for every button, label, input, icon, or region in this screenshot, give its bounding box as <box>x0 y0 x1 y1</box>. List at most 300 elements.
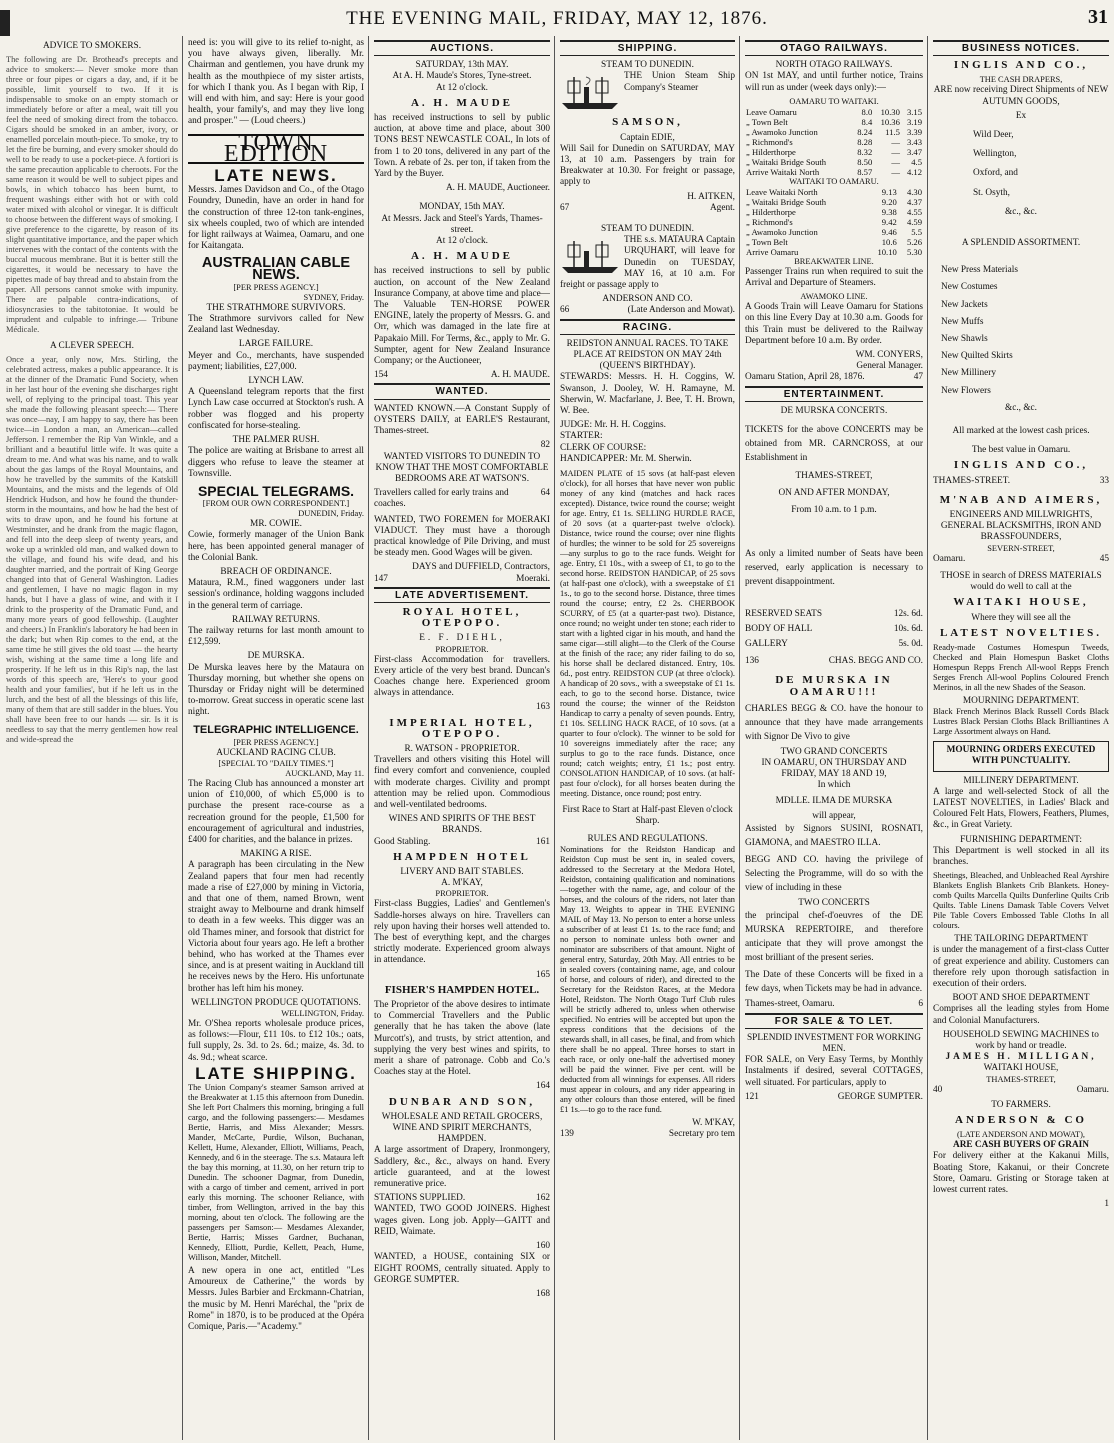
concert-appear: will appear, <box>812 810 856 821</box>
wanted-ad: WANTED, TWO GOOD JOINERS. Highest wages given. Long job. Apply—GAITT and REID, Waimate. <box>374 1204 550 1237</box>
column-rule <box>182 36 183 1440</box>
novelty-item: New Quilted Skirts <box>941 351 1013 362</box>
departure-time: 10.30 <box>880 106 900 117</box>
for-sale-heading: FOR SALE & TO LET. <box>745 1013 923 1029</box>
price-row <box>745 624 923 635</box>
late-news-body: Messrs. James Davidson and Co., of the Otago Foundry, Dunedin, have an order in hand for the construction of three 12-ton tank-engines, six wheels coupled, two of which are intended for light railways at Waimea, Oamaru, and one for Kaitangata. <box>188 185 364 252</box>
boot-body: Comprises all the leading styles from Home and Colonial Manufacturers. <box>933 1004 1109 1026</box>
station-name: Arrive Waitaki North <box>746 166 820 177</box>
ad-number: 160 <box>536 1241 550 1252</box>
shipping-heading: SHIPPING. <box>560 40 735 56</box>
etc-line: &c., &c. <box>1004 206 1037 217</box>
station-name: „ Waitaki Bridge South <box>746 156 827 167</box>
agency-note: [PER PRESS AGENCY.] <box>233 737 319 747</box>
concert-count: TWO GRAND CONCERTS <box>780 746 888 757</box>
departure-time: 5.26 <box>906 236 922 247</box>
departure-time: — <box>891 156 900 167</box>
milligan-name: JAMES H. MILLIGAN, <box>945 1052 1097 1063</box>
departure-time: 5.30 <box>906 246 922 257</box>
opera-note: A new opera in one act, entitled "Les Amoureux de Catherine," the words by Messrs. Jules Barbier and Erckmann-Chatrian, the music by M. Henri Maréchal, the "prix de Rome" in 1870, is to be produced at the Opéra Comique, Paris.—"Academy." <box>188 1266 364 1333</box>
ad-number: 139 <box>560 1128 574 1139</box>
first-race-note: First Race to Start at Half-past Eleven o'clock Sharp. <box>562 805 733 827</box>
hotel-owner: E. F. DIEHL, <box>419 633 505 644</box>
station-name: Leave Oamaru <box>746 106 797 117</box>
page-number: 31 <box>1088 6 1108 28</box>
news-heading: WELLINGTON PRODUCE QUOTATIONS. <box>191 997 361 1008</box>
ship-list-item: St. Osyth, <box>973 187 1010 198</box>
dateline: DUNEDIN, Friday. <box>298 509 364 519</box>
concert-body: TICKETS for the above CONCERTS may be obtained from MR. CARNCROSS, at our Establishment in <box>745 425 923 464</box>
departure-time: 9.42 <box>881 216 897 227</box>
ad-number: 33 <box>1099 475 1109 486</box>
waitaki-latest: LATEST NOVELTIES. <box>939 626 1103 639</box>
ad-number: 82 <box>540 440 550 451</box>
farmers-body: For delivery either at the Kakanui Mills, Boating Store, Kakanui, or their Concrete Store, Oamaru. Gristing or Storage taken at lowest current rates. <box>933 1151 1109 1195</box>
auctions-heading: AUCTIONS. <box>374 40 550 56</box>
timetable-row <box>745 187 923 197</box>
departure-time: 8.57 <box>857 166 873 177</box>
sewing-machines: HOUSEHOLD SEWING MACHINES to work by hand or treadle. <box>943 1029 1099 1051</box>
hotel-body: First-class Accommodation for travellers. Every article of the very best brand. Duncan's Coaches change here. Experienced groom always in attendance. <box>374 654 550 699</box>
race-clerk: CLERK OF COURSE: <box>560 442 647 453</box>
merchant-place: HAMPDEN. <box>437 1134 487 1145</box>
station-name: „ Awamoko Junction <box>746 226 818 237</box>
departure-time: 10.10 <box>877 246 897 257</box>
departure-time: 3.43 <box>906 136 922 147</box>
milligan-place: Oamaru. <box>1076 1084 1109 1095</box>
station-name: „ Town Belt <box>746 236 788 247</box>
business-notices-heading: BUSINESS NOTICES. <box>933 40 1109 56</box>
timetable-row <box>745 207 923 217</box>
concert-hours: From 10 a.m. to 1 p.m. <box>791 505 877 516</box>
ad-number: 147 <box>374 573 388 584</box>
firm-name: INGLIS AND CO., <box>953 59 1089 72</box>
shipping-body: THE s.s. MATAURA Captain URQUHART, will leave for Dunedin on TUESDAY, MAY 16, at 10 a.m. For freight or passage apply to <box>560 235 735 291</box>
race-stewards: STEWARDS: Messrs. H. H. Coggins, W. Swanson, J. Dooley, W. H. Ramayne, M. Sherwin, W. Macfarlane, J. Bee, T. H. Brown, W. Bee. <box>560 372 735 417</box>
wanted-ad: WANTED KNOWN.—A Constant Supply of OYSTERS DAILY, at EARLE'S Restaurant, Thames-street. <box>374 403 550 437</box>
hotel-proprietor: PROPRIETOR. <box>435 644 489 654</box>
novelty-item: New Jackets <box>941 299 988 310</box>
furnishing-list: Sheetings, Bleached, and Unbleached Real Ayrshire Blankets English Blankets Crib Blankets. Honey-comb Quilts Marcella Quilts Dunferline Quilts Crib Quilts. Table Linens Damask Table Covers Velvet Pile Table Covers Embossed Table Cloths In all colours. <box>933 871 1109 931</box>
hotel-body: First-class Buggies, Ladies' and Gentlemen's Saddle-horses always on hire. Travellers can rely upon having their horses well attended to. The best of everything kept, and the charges strictly moderate. Experienced groom always in attendance. <box>374 899 550 966</box>
news-body: The railway returns for last month amount to £12,599. <box>188 625 364 648</box>
departure-time: — <box>891 166 900 177</box>
novelty-item: New Shawls <box>941 334 988 345</box>
telegraphic-heading: TELEGRAPHIC INTELLIGENCE. <box>193 723 359 736</box>
ship-captain: Captain EDIE, <box>620 132 675 143</box>
firm-street: THAMES-STREET. <box>933 475 1011 486</box>
news-heading: MAKING A RISE. <box>240 849 312 860</box>
mourning-list: Black French Merinos Black Russell Cords Black Lustres Black Persian Cloths Black Brilliantines A Large Assortment always on Hand. <box>933 707 1109 737</box>
news-body: Mataura, R.M., fined waggoners under last session's ordinance, holding waggons included in the general term of carriage. <box>188 578 364 611</box>
concert-signature: CHAS. BEGG AND CO. <box>828 656 923 667</box>
novelty-list <box>933 265 1109 397</box>
novelty-item: New Millinery <box>941 368 996 379</box>
ad-number: 164 <box>536 1081 550 1092</box>
waitaki-intro: THOSE in search of DRESS MATERIALS would do well to call at the <box>940 570 1102 593</box>
late-shipping-body: The Union Company's steamer Samson arrived at the Breakwater at 1.15 this afternoon from Dunedin. She left Port Chalmers this morning, bringing a full cargo, and the following passengers:— Mesdames Bertie, Harris, and Miss Alexander; Messrs. Mander, McCarte, Purdie, Wilson, Buchanan, Kellett, Hume, Alexander, Elliott, Williams, Peach, Kennedy, and 6 in the steerage. The s.s. Mataura left the bay this morning, at 11.30, on her return trip to Dunedin. The schooner Dagmar, from Dunedin, with a cargo of timber and cement, arrived in port early this morning. The schooner Reliance, with timber, from Wellington, arrived in the bay this morning, about ten o'clock. The following are the passengers per Samson:— Mesdames Alexander, Bertie, Harris; Misses Gardner, Buchanan, Kennedy, Elliott, Purdie, Kellett, Peach, Hume, Willison, Mander, Mitchell. <box>188 1083 364 1263</box>
news-heading: THE PALMER RUSH. <box>232 435 320 446</box>
concert-body: the principal chef-d'oeuvres of the DE MURSKA REPERTOIRE, and therefore anticipate that they will prove amongst the most brilliant of the present series. <box>745 911 923 964</box>
auctioneer-name: A. H. MAUDE <box>410 96 514 109</box>
department-heading: THE TAILORING DEPARTMENT <box>954 934 1088 945</box>
departure-time: 9.13 <box>881 186 897 197</box>
ad-number: 45 <box>1099 553 1109 564</box>
line-heading: BREAKWATER LINE. <box>794 256 874 266</box>
timetable-row <box>745 117 923 127</box>
concert-street: THAMES-STREET, <box>795 471 873 482</box>
milligan-house: WAITAKI HOUSE, <box>983 1063 1059 1074</box>
departure-time: 9.20 <box>881 196 897 207</box>
hotel-stabling: Good Stabling. <box>374 836 431 847</box>
race-judge: JUDGE: Mr. H. H. Coggins. <box>560 420 666 431</box>
concert-place: Thames-street, Oamaru. <box>745 999 835 1010</box>
seat-price: 10s. 6d. <box>893 623 923 634</box>
secretary-role: Secretary pro tem <box>668 1128 735 1139</box>
race-programme: MAIDEN PLATE of 15 sovs (at half-past eleven o'clock), for all horses that have never won public money of any kind (matches and hack races excepted). Distance, twice round the course; weight for age. Entry, £1 1s. SELLING HURDLE RACE, of 20 sovs (at a quarter-past twelve o'clock). Distance, twice round the course; over nine flights of hurdles; the winner to be sold for 25 sovereigns—any surplus to go to the race funds. Weight for age. Entry, £1 10s., with a sweep of £1, to go to the second horse. REIDSTON HANDICAP, of 25 sovs (at half-past one o'clock), with a sweepstake of £1 1s., to go to the second horse. Distance, three times round the course; entry, £2 2s. CHERBOOK SCURRY, of £5 (at a quarter-past two). Distance, once round; no weight under ten stone; each rider to start with a lighted cigar in his mouth, and hand the same cigar—still alight—to the Clerk of the Course at the finish of the race; any rider failing to do so, his horse shall be declared distanced. Entry, 10s. 6d., post entry. REIDSTON CUP (at three o'clock). A handicap of 20 sovs., with a sweepstake of £1 1s. each, to go to the second horse. Distance, twice round the course; the winner of the Reidston Handicap to carry a penalty of seven pounds. Entry, £1 10s. SELLING HACK RACE, of 10 sovs. (at a quarter to four o'clock). The winner to be sold for 10 sovereigns immediately after the race; any surplus to go to the race funds. Distance, once round; catch weights; entry, £1 1s.; post entry. CONSOLATION HANDICAP, of 10 sovs. (at half-past four o'clock), for all horses beaten during the meeting. Distance, once round; post entry. <box>560 469 735 799</box>
for-sale-signature: GEORGE SUMPTER. <box>837 1091 923 1102</box>
hotel-name: IMPERIAL HOTEL, OTEPOPO. <box>389 716 535 740</box>
seat-price: 12s. 6d. <box>893 608 923 619</box>
shipping-agent-role: Agent. <box>709 202 735 213</box>
news-body: The Strathmore survivors called for New Zealand last Wednesday. <box>188 314 364 336</box>
news-body: A Queensland telegram reports that the first Lynch Law case occurred at Stockton's rush. A robber was flogged and his property confiscated for horse-stealing. <box>188 387 364 431</box>
departure-time: 3.47 <box>906 146 922 157</box>
news-heading: LARGE FAILURE. <box>238 339 314 350</box>
timetable-row <box>745 237 923 247</box>
ticket-prices <box>745 609 923 651</box>
ad-number: 121 <box>745 1091 759 1102</box>
manager-role: General Manager. <box>856 361 923 372</box>
hotel-name: FISHER'S HAMPDEN HOTEL. <box>384 983 540 996</box>
station-name: „ Hilderthorpe <box>746 206 796 217</box>
farmers-heading: TO FARMERS. <box>991 1099 1051 1110</box>
timetable-row <box>745 247 923 257</box>
station-name: „ Hilderthorpe <box>746 146 796 157</box>
auction-date: SATURDAY, 13th MAY. <box>415 60 509 71</box>
news-heading: DE MURSKA. <box>247 651 305 662</box>
etc-line: &c., &c. <box>1004 402 1037 413</box>
wanted-sub: Travellers called for early trains and coaches. <box>374 488 509 510</box>
timetable-row <box>745 167 923 177</box>
dateline: AUCKLAND, May 11. <box>285 768 364 778</box>
ad-number: 66 <box>560 305 570 316</box>
concert-heading: DE MURSKA CONCERTS. <box>780 405 888 416</box>
column-1 <box>6 38 178 1438</box>
departure-time: 11.5 <box>885 126 900 137</box>
race-meeting-heading: REIDSTON ANNUAL RACES. TO TAKE PLACE AT REIDSTON ON MAY 24th (QUEEN'S BIRTHDAY). <box>566 338 729 372</box>
departure-time: 3.19 <box>906 116 922 127</box>
timetable-row <box>745 157 923 167</box>
rules-heading: RULES AND REGULATIONS. <box>587 833 708 844</box>
timetable-row <box>745 217 923 227</box>
shipping-subheading: STEAM TO DUNEDIN. <box>601 224 694 235</box>
line-body: A Goods Train will Leave Oamaru for Stations on this line Every Day at 10.30 a.m. Goods for this Train must be delivered to the Railway Department before 10 a.m. By order. <box>745 302 923 346</box>
masthead <box>0 0 1114 34</box>
department-heading: BOOT AND SHOE DEPARTMENT <box>952 993 1090 1004</box>
railways-heading: OTAGO RAILWAYS. <box>745 40 923 56</box>
ship-list <box>973 130 1109 199</box>
timetable-oamaru-waitaki <box>745 107 923 177</box>
ad-number: 40 <box>933 1084 943 1095</box>
auctioneer-name: A. H. MAUDE <box>410 250 514 263</box>
wanted-ad: WANTED, TWO FOREMEN for MOERAKI VIADUCT. They must have a thorough practical knowledge of Pile Driving, and must be steady men. Good Wages will be given. <box>374 514 550 559</box>
dateline: WELLINGTON, Friday. <box>281 1009 364 1019</box>
department-heading: FURNISHING DEPARTMENT: <box>960 834 1082 845</box>
departure-time: 8.0 <box>861 106 873 117</box>
wanted-place: Moeraki. <box>516 573 550 584</box>
dress-list: Ready-made Costumes Homespun Tweeds, Checked and Plain Homespun Basket Cloths Homespun Repps French All-wool Repps French Serges French All-wool Poplins Coloured French Merinos, in all the new Shades of the Season. <box>933 642 1109 692</box>
ad-number: 163 <box>536 702 550 713</box>
ad-number: 64 <box>540 488 550 499</box>
ad-number: 1 <box>1104 1199 1109 1210</box>
timetable-heading: WAITAKI TO OAMARU. <box>789 176 879 186</box>
line-heading: AWAMOKO LINE. <box>800 292 868 302</box>
ad-number: 165 <box>536 969 550 980</box>
departure-time: — <box>891 136 900 147</box>
timetable-row <box>745 137 923 147</box>
merchant-body: A large assortment of Drapery, Ironmongery, Saddlery, &c., &c., always on hand. Every article guaranteed, and at the lowest remunerative price. <box>374 1145 550 1190</box>
for-sale-body: FOR SALE, on Very Easy Terms, by Monthly Instalments if desired, several COTTAGES, well situated. For particulars, apply to <box>745 1055 923 1088</box>
advice-heading: ADVICE TO SMOKERS. <box>42 41 142 51</box>
news-body: Cowie, formerly manager of the Union Bank here, has been appointed general manager of the Colonial Bank. <box>188 530 364 563</box>
news-heading: MR. COWIE. <box>250 519 302 530</box>
timetable-row <box>745 197 923 207</box>
auction-signature: A. H. MAUDE, Auctioneer. <box>445 183 550 194</box>
auction-place: At Messrs. Jack and Steel's Yards, Thames-street. <box>381 213 543 235</box>
auction-body: has received instructions to sell by public auction, at above time and place, about 300 TONS BEST NEWCASTLE COAL, In lots of from 1 to 20 tons, delivered in any part of the Town. A rebate of 2s. per ton, if taken from the Yard by the Buyer. <box>374 113 550 180</box>
firm-sub: THE CASH DRAPERS, <box>979 75 1063 85</box>
concert-from: ON AND AFTER MONDAY, <box>778 488 890 499</box>
column-2 <box>188 38 364 1438</box>
column-4 <box>560 38 735 1438</box>
line-body: Passenger Trains run when required to suit the Arrival and Departure of Steamers. <box>745 266 923 289</box>
departure-time: 10.36 <box>880 116 900 127</box>
steamship-icon <box>560 237 620 275</box>
ad-number: 136 <box>745 656 759 667</box>
seat-class: GALLERY <box>745 639 788 650</box>
firm-sub: ENGINEERS AND MILLWRIGHTS, GENERAL BLACKSMITHS, IRON AND BRASSFOUNDERS, <box>940 510 1102 543</box>
news-heading: THE STRATHMORE SURVIVORS. <box>206 302 346 313</box>
agency-note: [PER PRESS AGENCY.] <box>233 282 319 292</box>
ad-number: 47 <box>913 372 923 383</box>
news-heading: AUCKLAND RACING CLUB. <box>216 747 336 758</box>
column-rule <box>739 36 740 1440</box>
departure-time: 4.37 <box>906 196 922 207</box>
assortment-heading: A SPLENDID ASSORTMENT. <box>961 238 1081 249</box>
firm-street: SEVERN-STREET, <box>987 543 1055 553</box>
hotel-body: Travellers and others visiting this Hotel will find every comfort and convenience, coupled with moderate charges. Civility and prompt attention may be relied upon. Commodious and well-ventilated bedrooms. <box>374 755 550 810</box>
clever-speech-heading: A CLEVER SPEECH. <box>50 341 134 352</box>
merchant-sub: WHOLESALE AND RETAIL GROCERS, WINE AND SPIRIT MERCHANTS, <box>381 1111 543 1134</box>
news-heading: RAILWAY RETURNS. <box>232 614 320 625</box>
concert-which: In which <box>817 780 851 791</box>
shipping-agent-role: (Late Anderson and Mowat). <box>627 305 735 316</box>
farmers-firm: ANDERSON & CO <box>955 1113 1087 1126</box>
department-heading: MILLINERY DEPARTMENT. <box>963 775 1079 786</box>
auction-signature: A. H. MAUDE. <box>490 370 550 381</box>
shipping-body: Will Sail for Dunedin on SATURDAY, MAY 13, at 10 a.m. Passengers by train for Breakwater at 10.30. For freight or passage, apply to <box>560 143 735 188</box>
race-starter: STARTER: <box>560 431 603 442</box>
station-name: „ Town Belt <box>746 116 788 127</box>
late-shipping-heading: LATE SHIPPING. <box>195 1063 357 1083</box>
town-edition-banner: TOWN EDITION <box>188 134 364 164</box>
ad-number: 168 <box>536 1288 550 1299</box>
clever-speech-article: Once a year, only now, Mrs. Stirling, the celebrated actress, makes a public appearance. It is at the dinner of the Dramatic Fund Society, when in her last hour of the evening she discharges right well, of replying to the principal toast. This year she made the following pleasant speech:— There was once—nay, I am happy to say, there has been twice—in London a man, an American—called Jefferson. I remember the Rip Van Winkle, and a brilliant and a beautiful little wife. It was quite a dream to me. And what was his name, and to walk about the gas lamps of the Royal Mountains, and how he travelled by the summits of the Katskill Mountains, and the mists and the legends of Old Hendrick Hudson, and how he found the thunder-storm in the mountains, and how he had the best of wits to draw upon, and he found his fortune at Westminster, and he drank from the magic flagon, and fell into the deep sleep of twenty years, and woke up a wrinkled old man, and walked down to the village, and found his wife dead, and his daughter married, and the portrait of King George changed into that of General Washington. Ladies and gentlemen, I have no magic flagon in my hands, but I have a glass of wine, and with it I drink to the prosperity of the Dramatic Fund, and many more years of good fellowship. (Laughter and cheers.) In Franklin's laboratory he had been in the dark; but when Rip comes to the end, at the same time he still gives the old toast — the hearty wish, wishing at the same time a long life and prosperity. If he left us in this Rip's nap, the last words of this speech are, 'Here's to your good health and your families', but if he left us in the lurch, and the best of all the blessings of this life, many of them that are still sadder in the blues. You shall have been free to our hands — sir. Is it is needless to say that the merry gentlemen how real and wide-spread the <box>6 355 178 745</box>
tailoring-body: is under the management of a first-class Cutter of great experience and ability. Customers can therefore rely upon thorough satisfaction in execution of their orders. <box>933 945 1109 989</box>
hotel-body: The Proprietor of the above desires to intimate to Commercial Travellers and the Public generally that he has taken the above (late Murcott's), and trusts, by strict attention, and supplying the very best wines and spirits, to merit a share of patronage. Cobb and Co.'s Coaches stay at the Hotel. <box>374 1000 550 1078</box>
special-telegrams-heading: SPECIAL TELEGRAMS. <box>197 482 355 499</box>
secretary-name: W. M'KAY, <box>692 1117 735 1128</box>
steamship-icon <box>560 73 620 111</box>
cable-news-heading: AUSTRALIAN CABLE NEWS. <box>201 255 351 283</box>
departure-time: 8.4 <box>861 116 873 127</box>
wanted-heading: WANTED. <box>374 383 550 399</box>
news-body: Mr. O'Shea reports wholesale produce prices, as follows:—Flour, £11 10s. to £12 10s.; oats, full supply, 2s. 3d. to 2s. 6d.; maize, 4s. 3d. to 4s. 9d.; wheat scarce. <box>188 1019 364 1063</box>
departure-time: 8.50 <box>857 156 873 167</box>
seat-class: RESERVED SEATS <box>745 608 822 619</box>
firm-ex: Ex <box>1015 110 1027 121</box>
merchant-name: DUNBAR AND SON, <box>388 1095 536 1108</box>
concert-star: MDLLE. ILMA DE MURSKA <box>775 795 893 806</box>
newspaper-title: THE EVENING MAIL, FRIDAY, MAY 12, 1876. <box>346 8 768 29</box>
hotel-owner: R. WATSON - PROPRIETOR. <box>404 743 520 754</box>
ship-name: SAMSON, <box>612 116 683 129</box>
timetable-row <box>745 107 923 117</box>
ship-list-item: Oxford, and <box>973 168 1018 179</box>
departure-time: 9.38 <box>881 206 897 217</box>
wanted-signature: DAYS and DUFFIELD, Contractors, <box>412 562 550 573</box>
novelty-item: New Muffs <box>941 316 984 327</box>
late-news-heading: LATE NEWS. <box>214 166 338 186</box>
shipping-company: THE Union Steam Ship Company's Steamer <box>624 71 735 93</box>
farmers-buyers: ARE CASH BUYERS OF GRAIN <box>952 1140 1090 1151</box>
auction-place: At A. H. Maude's Stores, Tyne-street. <box>392 71 532 82</box>
concert-assist: Assisted by Signors SUSINI, ROSNATI, GIAMONA, and MAESTRO ILLA. <box>745 824 923 849</box>
news-body: The police are waiting at Brisbane to arrest all diggers who refuse to leave the steamer at Townsville. <box>188 446 364 479</box>
ad-number: 161 <box>536 836 550 847</box>
racing-heading: RACING. <box>560 319 735 335</box>
timetable-row <box>745 147 923 157</box>
firm-place: Oamaru. <box>933 553 966 564</box>
concert-body: CHARLES BEGG & CO. have the honour to announce that they have made arrangements with Signor De Vivo to give <box>745 703 923 742</box>
departure-time: 8.28 <box>857 136 873 147</box>
waitaki-sub: Where they will see all the <box>971 612 1071 623</box>
hotel-wines: WINES AND SPIRITS OF THE BEST BRANDS. <box>388 814 536 836</box>
merchant-stations: STATIONS SUPPLIED. <box>374 1193 466 1204</box>
shipping-agent: ANDERSON AND CO. <box>602 294 693 305</box>
concert-heading: DE MURSKA IN OAMARU!!! <box>775 674 893 698</box>
concert-limited: As only a limited number of Seats have been reserved, early application is necessary to prevent disappointment. <box>745 548 923 587</box>
departure-time: 4.59 <box>906 216 922 227</box>
news-body: Meyer and Co., merchants, have suspended payment; liabilities, £27,000. <box>188 350 364 372</box>
concert-count: TWO CONCERTS <box>798 898 870 909</box>
railway-intro: ON 1st MAY, and until further notice, Trains will run as under (week days only):— <box>745 71 923 93</box>
hotel-proprietor: PROPRIETOR. <box>435 889 489 899</box>
departure-time: 8.24 <box>857 126 873 137</box>
novelty-item: New Press Materials <box>941 265 1018 276</box>
departure-time: — <box>891 146 900 157</box>
departure-time: 4.55 <box>906 206 922 217</box>
novelty-item: New Costumes <box>941 282 998 293</box>
departure-time: 3.39 <box>906 126 922 137</box>
advice-article: The following are Dr. Brothead's precepts and advice to smokers:— Never smoke more than three or four pipes or cigars a day, and, if it be possible, limit yourself to two. If it is indispensable to smoke on an empty stomach or immediately before or after a meal, wait till you feel the need of smoking direct from the tobacco. Cigars should be smoked in an amber, ivory, or enamelled porcelain mouth-piece. To smoke, try to let the fire be burning, and every smoker should do well to be ready to use a pocket-piece. A fortiori is the same precaution applicable to cheroots. For the same reason it would be well to subject pipes and bowls, in which tobacco has been burnt, to frequent washings either with hot or with cold water mixed with alcohol or vinegar. It is difficult to choose between the different ways of smoking. I give preference to the cigarette, by reason of its slight quantitative importance, and the paper which intervenes with the contact of the contents with the buccal mucous membrane. But it is better still the cigarettes, it would be necessary to have the pipettes made of bay thread and to abstain from the paper. All persons cannot smoke with impunity. There are palpable contra-indications, of idiosyncrasies to the tabitotoniae. It would be imprudent and culpable to infringe.— Tribune Médicale. <box>6 55 178 335</box>
ship-list-item: Wild Deer, <box>973 130 1014 141</box>
ship-list-item: Wellington, <box>973 149 1017 160</box>
firm-name: M'NAB AND AIMERS, <box>939 493 1103 506</box>
concert-body: BEGG AND CO. having the privilege of Selecting the Programme, will do so with the view of including in these <box>745 855 923 894</box>
shipping-agent: H. AITKEN, <box>687 191 735 202</box>
farmers-late: (LATE ANDERSON AND MOWAT), <box>957 1130 1085 1140</box>
wanted-ad: WANTED VISITORS TO DUNEDIN TO KNOW THAT THE MOST COMFORTABLE BEDROOMS ARE AT WATSON'S. <box>375 451 549 484</box>
railway-subheading: NORTH OTAGO RAILWAYS. <box>775 60 893 71</box>
departure-time: 8.32 <box>857 146 873 157</box>
news-body: A paragraph has been circulating in the New Zealand papers that four men had recently made a rise of £27,000 by mining in Victoria, and that one of them, named Brown, went straight away to Melbourne and drank himself to death in a few weeks. This digger was an old Thames miner, and forsook that district for Victoria about four years ago. He left a brother behind, who has worked at the Thames ever since, and is at present waiting in Auckland till he receives news by the Hero. His unfortunate brother has left him his money. <box>188 860 364 994</box>
hotel-name: HAMPDEN HOTEL <box>393 850 531 863</box>
hotel-sub: LIVERY AND BAIT STABLES. <box>400 867 524 877</box>
column-6 <box>933 38 1109 1438</box>
station-name: „ Richmond's <box>746 216 793 227</box>
news-heading: BREACH OF ORDINANCE. <box>220 566 332 577</box>
wanted-ad: WANTED, a HOUSE, containing SIX or EIGHT ROOMS, centrally situated. Apply to GEORGE SUMPTER. <box>374 1252 550 1285</box>
print-speck <box>0 10 10 36</box>
concert-date-note: The Date of these Concerts will be fixed in a few days, when Tickets may be had in advance. <box>745 970 923 995</box>
seat-class: BODY OF HALL <box>745 623 813 634</box>
news-body: De Murska leaves here by the Mataura on Thursday morning, but whether she opens on Thursday or Friday night will be determined to-morrow. Great success in operatic scene last night. <box>188 662 364 718</box>
departure-time: 4.12 <box>906 166 922 177</box>
departure-time: 10.6 <box>881 236 897 247</box>
firm-name: INGLIS AND CO., <box>953 459 1089 472</box>
agency-note: [FROM OUR OWN CORRESPONDENT.] <box>202 499 350 509</box>
ad-number: 154 <box>374 370 388 381</box>
value-note: The best value in Oamaru. <box>971 445 1071 456</box>
station-date: Oamaru Station, April 28, 1876. <box>745 372 865 383</box>
price-note: All marked at the lowest cash prices. <box>952 426 1090 437</box>
column-rule <box>368 36 369 1440</box>
departure-time: 3.15 <box>906 106 922 117</box>
waitaki-house: WAITAKI HOUSE, <box>953 596 1089 609</box>
timetable-row <box>745 127 923 137</box>
millinery-body: A large and well-selected Stock of all the LATEST NOVELTIES, in Ladies' Black and Coloured Felt Hats, Flowers, Feathers, Plumes, &c., in Great Variety. <box>933 786 1109 831</box>
news-body: The Racing Club has announced a monster art union of £10,000, of which £5,000 is to purchase the present race-course as a recreation ground for the people, £1,500 for encouragement of agricultural and industries, £400 for charities, and the balance in prizes. <box>188 778 364 845</box>
rules-body: Nominations for the Reidston Handicap and Reidston Cup must be sent in, in sealed covers, addressed to the Secretary at the Medora Hotel, Reidston, containing qualification and nominations—together with the name, age, and colour of the horses, and the colours of the riders, not later than May 13. Weights to appear in THE EVENING MAIL of May 13. No person to enter a horse unless a subscriber of at least £1 1s. to the race fund; and no person to nominate unless both owner and nominator are subscribers of that amount. Night of general entry, Saturday, 20th May. All entries to be in sealed covers (containing name, age, and colour of horse, and colours of rider), and directed to the Secretary for the Reidston Races, at the Medora Hotel, Reidston. The North Otago Turf Club rules will be strictly adhered to, unless when otherwise specified. No entries will be accepted but upon the express conditions that the decisions of the stewards shall, in all cases, be final, and from which there shall be no appeal. Three horses to start in each race, or only one-half the advertised money will be paid the winner. Five per cent. will be deducted from all winnings for expenses. All riders must appear in colours, and any rider appearing in any other colours than those entered, will be fined £1 1s.—to go to the race fund. <box>560 844 735 1114</box>
agency-note: [SPECIAL TO "DAILY TIMES."] <box>218 758 334 768</box>
station-name: „ Waitaki Bridge South <box>746 196 827 207</box>
price-row <box>745 639 923 650</box>
mourning-orders-box: MOURNING ORDERS EXECUTED WITH PUNCTUALITY. <box>933 741 1109 771</box>
department-heading: MOURNING DEPARTMENT. <box>962 695 1080 706</box>
auction-time: At 12 o'clock. <box>435 236 489 247</box>
station-name: „ Richmond's <box>746 136 793 147</box>
station-name: Leave Waitaki North <box>746 186 818 197</box>
auction-body: has received instructions to sell by public auction, on account of the New Zealand Insurance Company, at above time and place— The Valuable TEN-HORSE POWER ENGINE, lately the property of Messrs. G. and Orr, which was damaged in the late fire at Papakaio Mill. For Terms, &c., apply to Mr. G. Sumpter, agent for New Zealand Insurance Company; or the Auctioneer, <box>374 266 550 367</box>
timetable-heading: OAMARU TO WAITAKI. <box>789 96 879 106</box>
shipping-subheading: STEAM TO DUNEDIN. <box>601 60 694 71</box>
column-rule <box>927 36 928 1440</box>
ad-number: 67 <box>560 202 570 213</box>
hotel-name: ROYAL HOTEL, OTEPOPO. <box>402 605 522 630</box>
departure-time: 5.5 <box>911 226 922 237</box>
news-heading: LYNCH LAW. <box>248 376 304 387</box>
concert-when: IN OAMARU, ON THURSDAY AND FRIDAY, MAY 18 AND 19, <box>761 758 907 780</box>
station-name: Arrive Oamaru <box>746 246 799 257</box>
departure-time: 4.5 <box>911 156 922 167</box>
auction-date: MONDAY, 15th MAY. <box>419 202 505 213</box>
hotel-owner: A. M'KAY, <box>441 878 483 889</box>
column-rule <box>554 36 555 1440</box>
column-5 <box>745 38 923 1438</box>
station-name: „ Awamoko Junction <box>746 126 818 137</box>
